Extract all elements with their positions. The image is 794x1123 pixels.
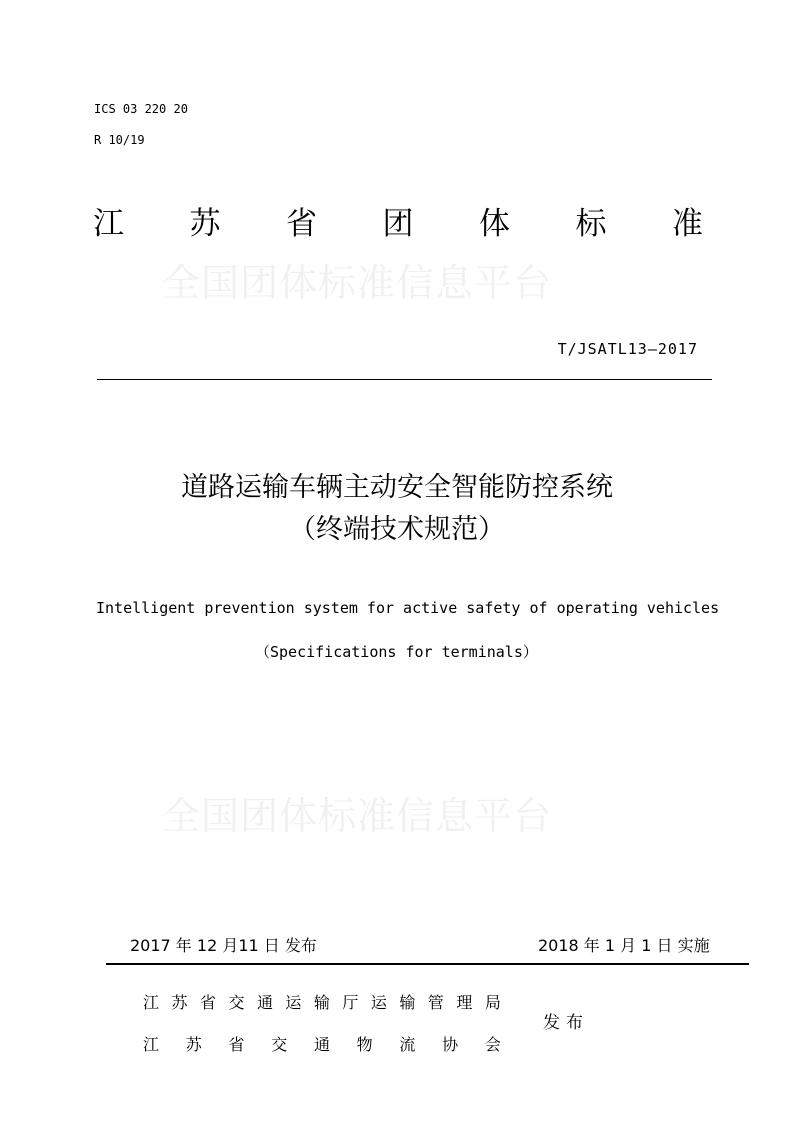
watermark: 全国团体标准信息平台	[162, 794, 553, 838]
issuer-char: 省	[199, 993, 216, 1012]
issuer-char: 通	[313, 1035, 330, 1054]
issuer-char: 省	[228, 1035, 245, 1054]
issuer-char: 江	[143, 1035, 160, 1054]
issuer-char: 厅	[342, 993, 359, 1012]
header-divider	[97, 379, 712, 380]
issuer-char: 运	[370, 993, 387, 1012]
issuer-char: 运	[285, 993, 302, 1012]
issuer-char: 物	[356, 1035, 373, 1054]
issuer-char: 输	[313, 993, 330, 1012]
standard-number: T/JSATL13—2017	[557, 340, 698, 358]
heading-char: 准	[672, 206, 703, 242]
standard-type-heading	[93, 198, 703, 243]
issuer-char: 苏	[171, 993, 188, 1012]
implementation-date: 2018 年 1 月 1 日 实施	[538, 936, 710, 955]
issuer-char: 理	[456, 993, 473, 1012]
issuer-char: 会	[484, 1035, 501, 1054]
footer-divider	[106, 963, 749, 965]
issuer-char: 输	[399, 993, 416, 1012]
issuer-char: 苏	[185, 1035, 202, 1054]
ics-code: ICS 03 220 20	[94, 102, 188, 116]
heading-char: 体	[479, 206, 510, 242]
issuer-char: 通	[256, 993, 273, 1012]
issuer-logistics-association	[143, 1032, 501, 1055]
publish-date: 2017 年 12 月11 日 发布	[130, 936, 317, 955]
watermark: 全国团体标准信息平台	[162, 261, 553, 305]
issuer-char: 流	[399, 1035, 416, 1054]
title-chinese: 道路运输车辆主动安全智能防控系统	[181, 472, 613, 503]
issuer-char: 交	[271, 1035, 288, 1054]
issuer-char: 江	[143, 993, 160, 1012]
classification-code: R 10/19	[94, 133, 145, 147]
issuer-transport-department	[143, 990, 501, 1013]
issuer-char: 局	[484, 993, 501, 1012]
title-chinese-subtitle: （终端技术规范）	[289, 514, 505, 545]
issuer-char: 交	[228, 993, 245, 1012]
issue-label: 发布	[543, 1013, 589, 1033]
issuer-char: 协	[442, 1035, 459, 1054]
heading-char: 苏	[189, 206, 221, 242]
title-english-subtitle: （Specifications for terminals）	[255, 643, 538, 661]
heading-char: 江	[93, 206, 124, 242]
heading-char: 标	[575, 206, 607, 242]
heading-char: 省	[286, 206, 317, 242]
heading-char: 团	[382, 206, 414, 242]
title-english: Intelligent prevention system for active safety of operating vehicles	[96, 599, 720, 617]
issuer-char: 管	[427, 993, 444, 1012]
